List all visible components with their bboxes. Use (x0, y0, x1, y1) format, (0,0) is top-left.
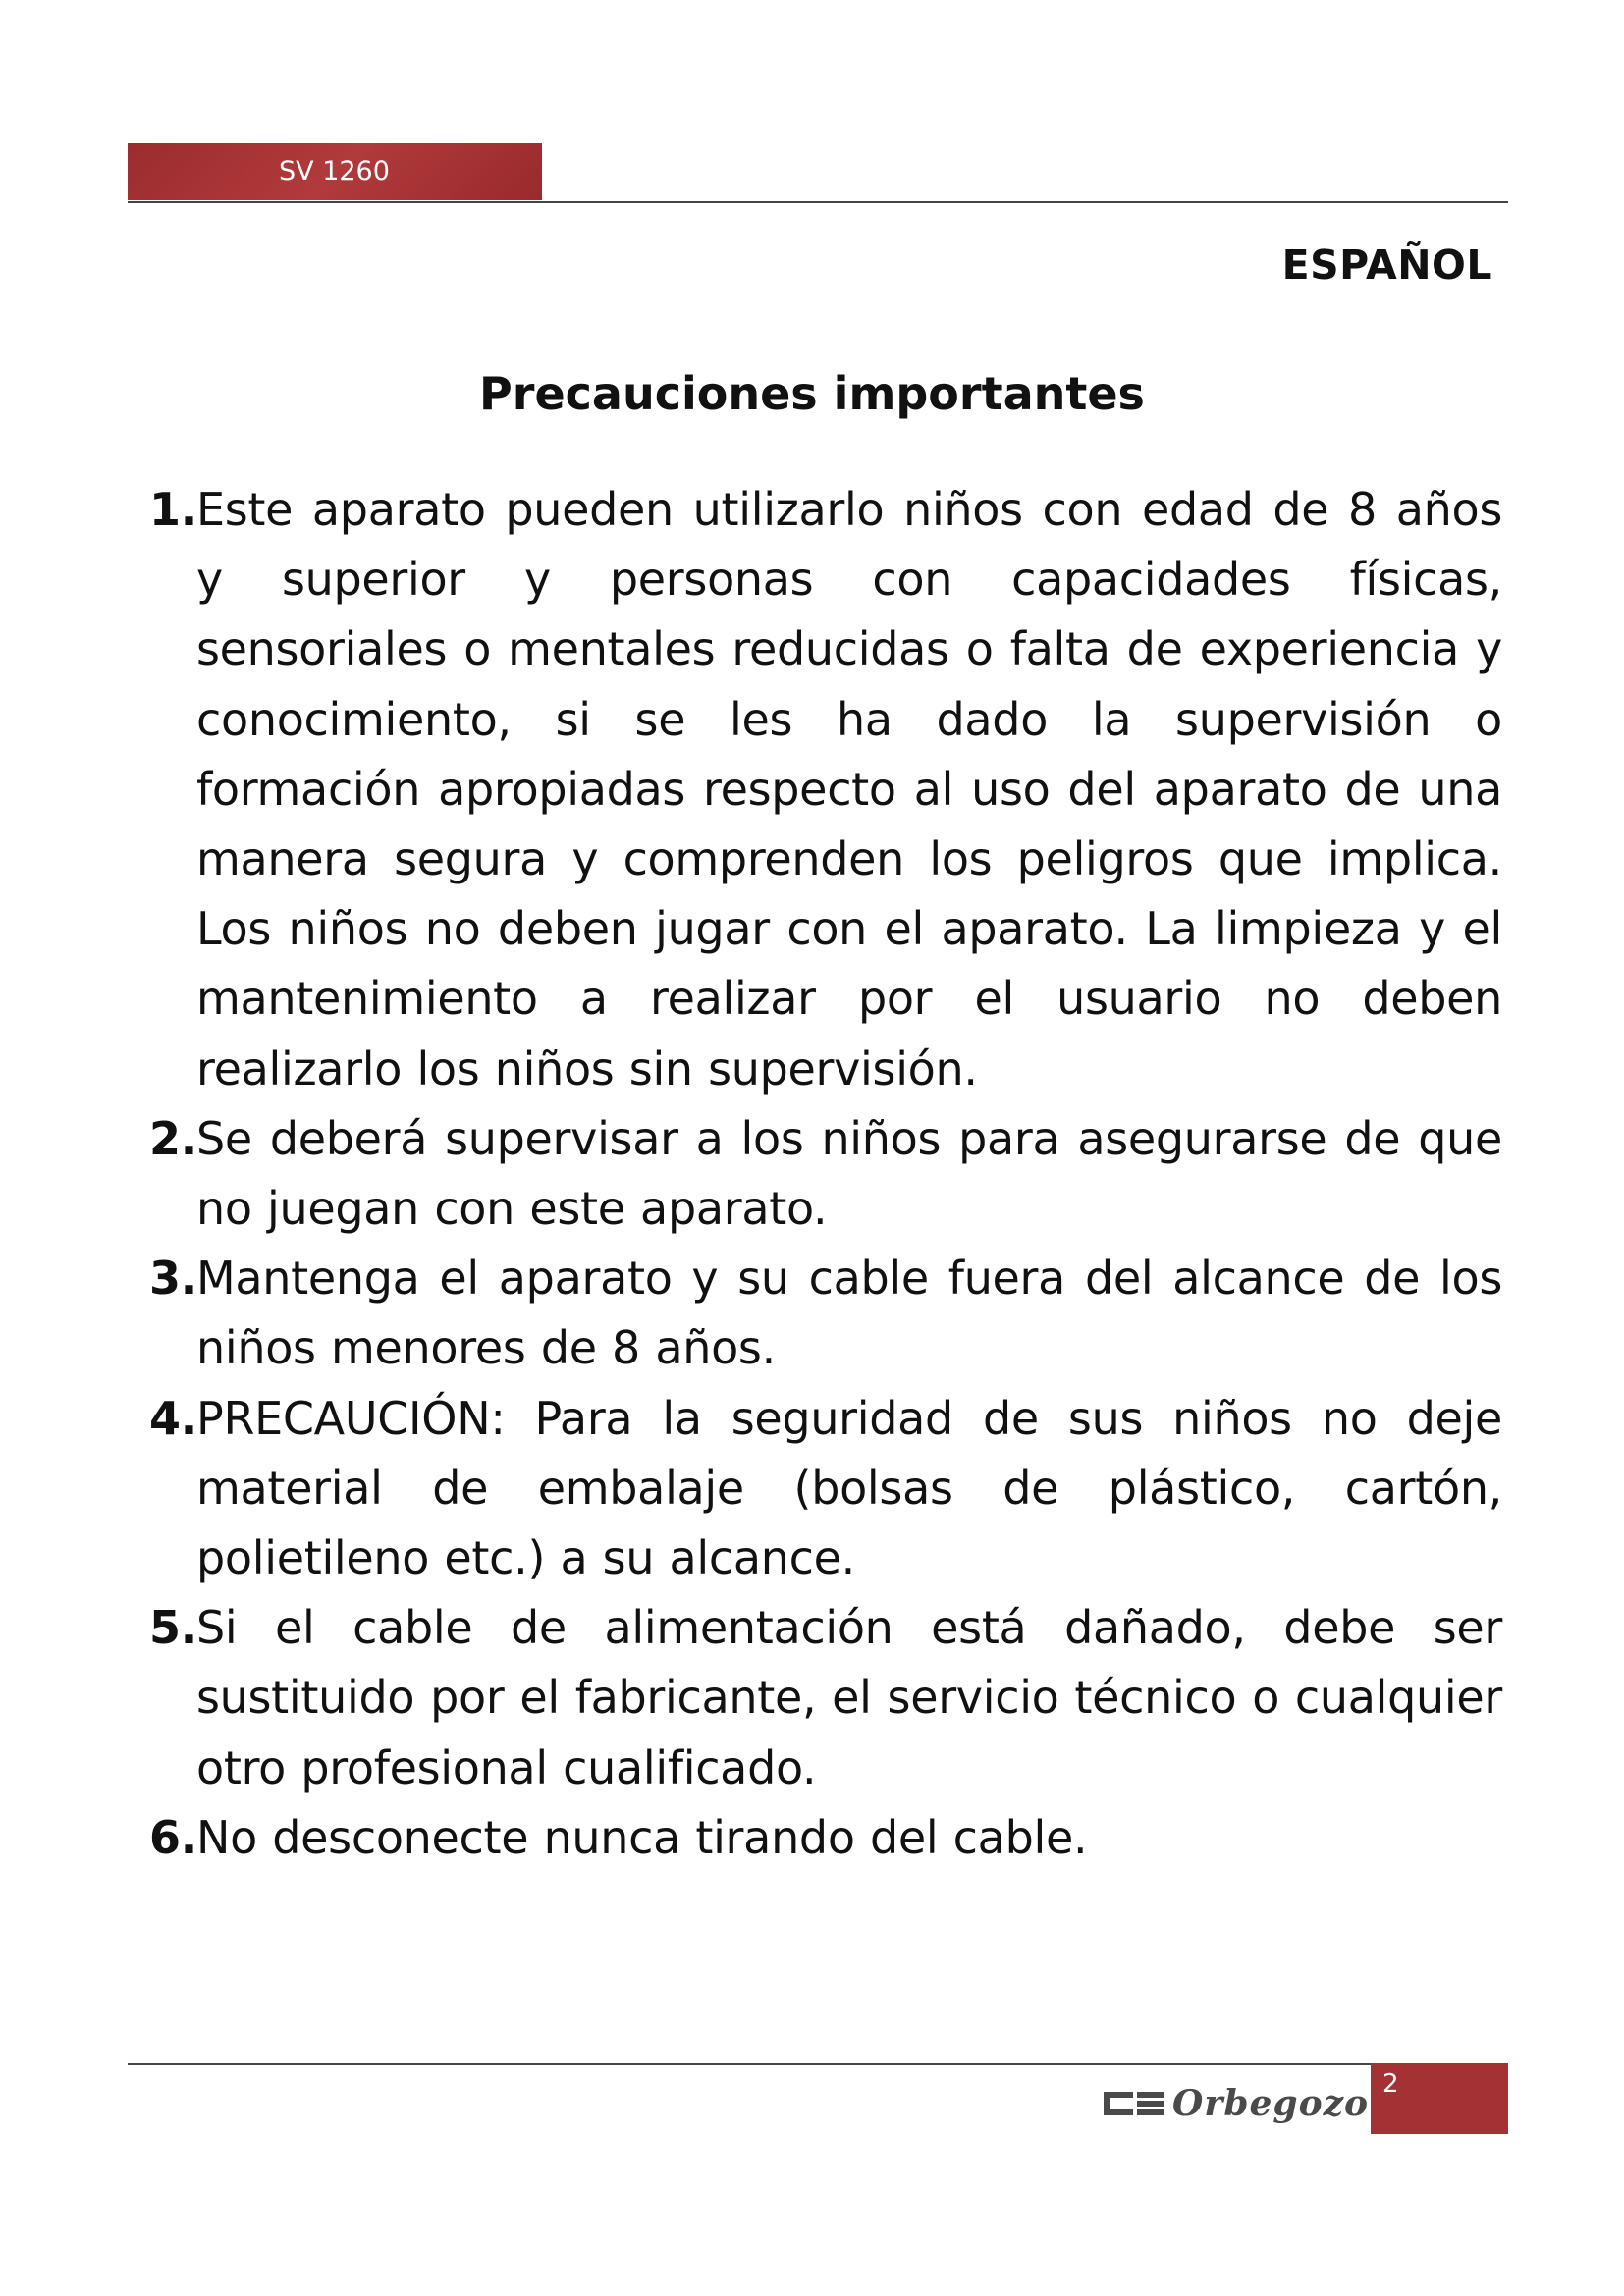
brand-logo (1104, 2077, 1369, 2130)
item-number: 3. (149, 1252, 197, 1306)
header-model-tab (128, 143, 542, 200)
list-item (149, 1244, 1502, 1383)
item-text: Si el cable de alimentación está dañado, debe ser sustituido por el fabricante, el servicio técnico o cualquier otro profesional cualificado. (196, 1601, 1502, 1794)
page-title: Precauciones importantes (479, 367, 1145, 420)
page-number-box (1371, 2063, 1508, 2134)
header-divider (128, 201, 1508, 203)
precautions-list (149, 475, 1502, 1873)
model-label: SV 1260 (279, 156, 390, 187)
list-item (149, 1803, 1502, 1873)
list-item (149, 475, 1502, 1104)
item-text: Este aparato pueden utilizarlo niños con edad de 8 años y superior y personas con capacidades físicas, sensoriales o mentales reducidas o falta de experiencia y conocimiento, si se les ha dado la supervisión o formación apropiadas respecto al uso del aparato de una manera segura y comprenden los peligros que implica. Los niños no deben jugar con el aparato. La limpieza y el mantenimiento a realizar por el usuario no deben realizarlo los niños sin supervisión. (196, 483, 1502, 1095)
brand-mark-icon (1104, 2088, 1164, 2119)
item-number: 5. (149, 1601, 197, 1655)
footer-divider (128, 2063, 1508, 2065)
item-number: 2. (149, 1111, 197, 1165)
item-number: 4. (149, 1391, 197, 1445)
list-item (149, 1593, 1502, 1803)
list-item (149, 1104, 1502, 1244)
item-text: Se deberá supervisar a los niños para asegurarse de que no juegan con este aparato. (196, 1111, 1502, 1236)
item-text: PRECAUCIÓN: Para la seguridad de sus niños no deje material de embalaje (bolsas de plástico, cartón, polietileno etc.) a su alcance. (196, 1391, 1502, 1585)
list-item (149, 1384, 1502, 1594)
brand-name: Orbegozo (1172, 2083, 1370, 2124)
item-text: No desconecte nunca tirando del cable. (196, 1810, 1088, 1864)
language-heading: ESPAÑOL (1281, 241, 1492, 289)
item-text: Mantenga el aparato y su cable fuera del alcance de los niños menores de 8 años. (196, 1252, 1502, 1375)
item-number: 1. (149, 483, 197, 536)
item-number: 6. (149, 1810, 197, 1864)
page-number: 2 (1382, 2069, 1399, 2099)
